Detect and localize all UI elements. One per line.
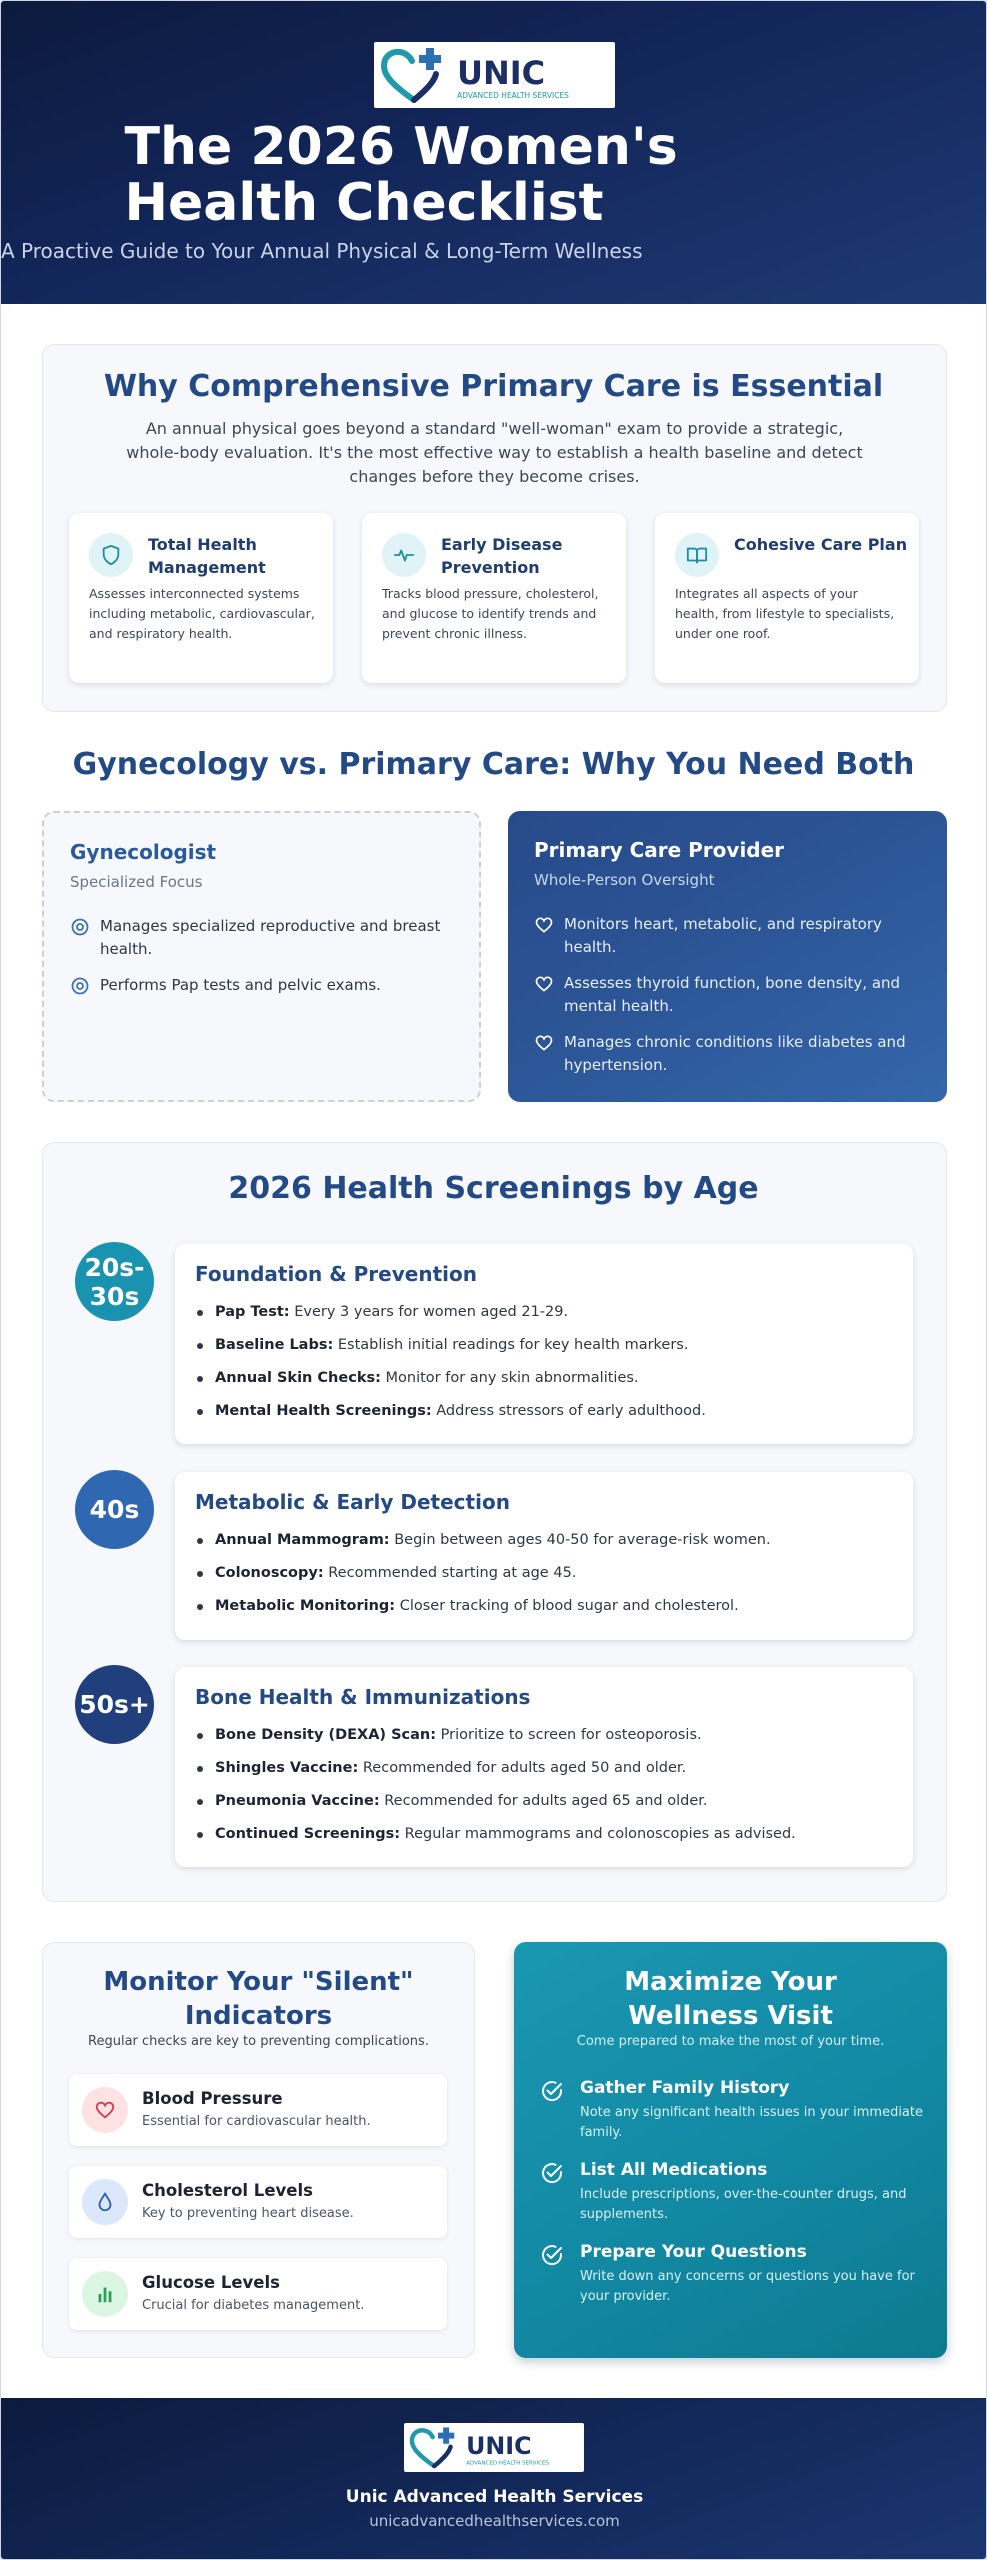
tip-title: List All Medications — [580, 2160, 768, 2180]
heart-outline-icon — [534, 915, 554, 935]
item-text: Prioritize to screen for osteoporosis. — [440, 1727, 702, 1743]
list-item-text: Monitors heart, metabolic, and respiratory health. — [564, 915, 882, 956]
screening-list — [195, 1530, 895, 1629]
tip-desc: Note any significant health issues in your immediate family. — [580, 2105, 923, 2140]
screening-list — [195, 1725, 895, 1857]
item-text: Address stressors of early adulthood. — [436, 1403, 706, 1419]
wellness-title-text: Maximize Your Wellness Visit — [624, 1967, 837, 2031]
svg-text:ADVANCED HEALTH SERVICES: ADVANCED HEALTH SERVICES — [457, 91, 569, 100]
list-item — [534, 972, 929, 1018]
primary-care-title: Primary Care Provider — [534, 838, 785, 862]
primary-care-card — [508, 811, 947, 1102]
svg-text:UNIC: UNIC — [466, 2432, 532, 2461]
indicator-blood-pressure — [69, 2074, 447, 2146]
feature-title: Cohesive Care Plan — [734, 535, 908, 554]
age-card-50s-plus — [175, 1667, 913, 1867]
item-label: Annual Skin Checks: — [215, 1370, 381, 1386]
wellness-title — [514, 1965, 947, 2033]
list-item — [195, 1401, 895, 1421]
indicator-title: Cholesterol Levels — [142, 2181, 313, 2200]
age-badge-50s-plus — [75, 1665, 154, 1744]
age-badge-text: 50s+ — [79, 1690, 150, 1719]
item-label: Metabolic Monitoring: — [215, 1598, 396, 1614]
list-item — [195, 1758, 895, 1778]
list-item-text: Manages specialized reproductive and breast health. — [100, 917, 441, 958]
indicator-desc: Key to preventing heart disease. — [142, 2206, 354, 2221]
indicators-title — [42, 1965, 475, 2033]
item-label: Colonoscopy: — [215, 1565, 324, 1581]
item-text: Regular mammograms and colonoscopies as advised. — [404, 1826, 796, 1842]
item-label: Bone Density (DEXA) Scan: — [215, 1727, 437, 1743]
svg-text:ADVANCED HEALTH SERVICES: ADVANCED HEALTH SERVICES — [466, 2460, 549, 2467]
age-card-title: Metabolic & Early Detection — [195, 1490, 510, 1514]
item-text: Begin between ages 40-50 for average-risk women. — [394, 1532, 771, 1548]
heart-icon — [82, 2087, 128, 2133]
indicator-title: Blood Pressure — [142, 2089, 283, 2108]
check-circle-icon — [539, 2242, 565, 2268]
essential-title: Why Comprehensive Primary Care is Essential — [103, 369, 884, 404]
check-circle-icon — [539, 2078, 565, 2104]
list-item — [195, 1335, 895, 1355]
list-item — [70, 915, 465, 961]
list-item — [534, 1031, 929, 1077]
indicator-desc: Essential for cardiovascular health. — [142, 2114, 371, 2129]
bar-chart-icon — [82, 2271, 128, 2317]
indicators-title-text: Monitor Your "Silent" Indicators — [103, 1967, 414, 2031]
feature-desc: Assesses interconnected systems including metabolic, cardiovascular, and respiratory health. — [89, 586, 315, 641]
essential-text: An annual physical goes beyond a standard "well-woman" exam to provide a strategic, whole-body evaluation. It's the most effective way to establish a health baseline and detect changes before they become crises. — [126, 419, 863, 486]
feature-desc: Tracks blood pressure, cholesterol, and glucose to identify trends and prevent chronic illness. — [382, 586, 599, 641]
heart-outline-icon — [534, 974, 554, 994]
list-item — [70, 974, 465, 997]
indicator-cholesterol — [69, 2166, 447, 2238]
feature-title: Total Health Management — [148, 535, 266, 577]
item-label: Pneumonia Vaccine: — [215, 1793, 380, 1809]
age-card-title: Foundation & Prevention — [195, 1262, 477, 1286]
feature-desc: Integrates all aspects of your health, from lifestyle to specialists, under one roof. — [675, 586, 895, 641]
age-card-40s — [175, 1472, 913, 1640]
footer-company-name: Unic Advanced Health Services — [345, 2487, 644, 2507]
feature-card-early-prevention — [362, 513, 626, 683]
list-item-text: Manages chronic conditions like diabetes and hypertension. — [564, 1033, 906, 1074]
feature-title: Early Disease Prevention — [441, 535, 563, 577]
list-item — [195, 1791, 895, 1811]
logo-heart-cross-icon — [374, 42, 615, 108]
item-label: Mental Health Screenings: — [215, 1403, 432, 1419]
tip-title: Prepare Your Questions — [580, 2242, 807, 2262]
list-item-text: Performs Pap tests and pelvic exams. — [100, 976, 381, 994]
age-badge-text: 40s — [89, 1495, 140, 1524]
indicator-title: Glucose Levels — [142, 2273, 280, 2292]
book-icon — [675, 533, 719, 577]
item-text: Recommended for adults aged 50 and older. — [362, 1760, 687, 1776]
list-item — [195, 1824, 895, 1844]
list-item-text: Assesses thyroid function, bone density, and mental health. — [564, 974, 901, 1015]
gynecologist-card — [42, 811, 481, 1102]
item-label: Annual Mammogram: — [215, 1532, 390, 1548]
indicator-desc: Crucial for diabetes management. — [142, 2298, 365, 2313]
footer-logo — [404, 2423, 584, 2472]
list-item — [195, 1725, 895, 1745]
list-item — [195, 1368, 895, 1388]
list-item — [534, 913, 929, 959]
target-icon — [70, 917, 90, 937]
item-text: Recommended starting at age 45. — [328, 1565, 577, 1581]
indicators-subtitle: Regular checks are key to preventing complications. — [88, 2034, 429, 2049]
tip-desc: Include prescriptions, over-the-counter drugs, and supplements. — [580, 2187, 907, 2222]
age-badge-20s-30s — [75, 1242, 154, 1321]
comparison-title: Gynecology vs. Primary Care: Why You Need Both — [72, 747, 915, 782]
feature-card-total-health — [69, 513, 333, 683]
droplet-icon — [82, 2179, 128, 2225]
feature-card-care-plan — [655, 513, 919, 683]
primary-care-subtitle: Whole-Person Oversight — [534, 871, 715, 889]
tip-desc: Write down any concerns or questions you have for your provider. — [580, 2269, 915, 2304]
screenings-title: 2026 Health Screenings by Age — [228, 1171, 759, 1206]
item-text: Monitor for any skin abnormalities. — [385, 1370, 639, 1386]
age-badge-40s — [75, 1470, 154, 1549]
screening-list — [195, 1302, 895, 1434]
list-item — [195, 1530, 895, 1550]
item-text: Closer tracking of blood sugar and cholesterol. — [399, 1598, 739, 1614]
footer-website-link[interactable]: unicadvancedhealthservices.com — [369, 2512, 620, 2530]
gynecologist-title: Gynecologist — [70, 840, 217, 864]
item-text: Establish initial readings for key health markers. — [337, 1337, 689, 1353]
check-circle-icon — [539, 2160, 565, 2186]
item-label: Continued Screenings: — [215, 1826, 401, 1842]
shield-icon — [89, 533, 133, 577]
logo — [374, 42, 615, 108]
item-label: Pap Test: — [215, 1304, 290, 1320]
list-item — [195, 1563, 895, 1583]
item-label: Baseline Labs: — [215, 1337, 334, 1353]
tip-title: Gather Family History — [580, 2078, 790, 2098]
wellness-subtitle: Come prepared to make the most of your time. — [576, 2034, 885, 2049]
page-subtitle: A Proactive Guide to Your Annual Physical & Long-Term Wellness — [1, 239, 643, 263]
list-item — [195, 1596, 895, 1616]
heart-outline-icon — [534, 1033, 554, 1053]
item-text: Recommended for adults aged 65 and older. — [384, 1793, 708, 1809]
item-label: Shingles Vaccine: — [215, 1760, 359, 1776]
age-card-20s-30s — [175, 1244, 913, 1444]
indicator-glucose — [69, 2258, 447, 2330]
pulse-icon — [382, 533, 426, 577]
svg-text:UNIC: UNIC — [457, 54, 546, 92]
page-title-line: The 2026 Women's Health Checklist — [124, 117, 678, 233]
list-item — [195, 1302, 895, 1322]
age-card-title: Bone Health & Immunizations — [195, 1685, 531, 1709]
logo-heart-cross-icon — [404, 2423, 584, 2472]
item-text: Every 3 years for women aged 21-29. — [294, 1304, 569, 1320]
target-icon — [70, 976, 90, 996]
page-title — [1, 119, 987, 231]
gynecologist-subtitle: Specialized Focus — [70, 873, 203, 891]
age-badge-text: 20s-30s — [84, 1252, 145, 1311]
